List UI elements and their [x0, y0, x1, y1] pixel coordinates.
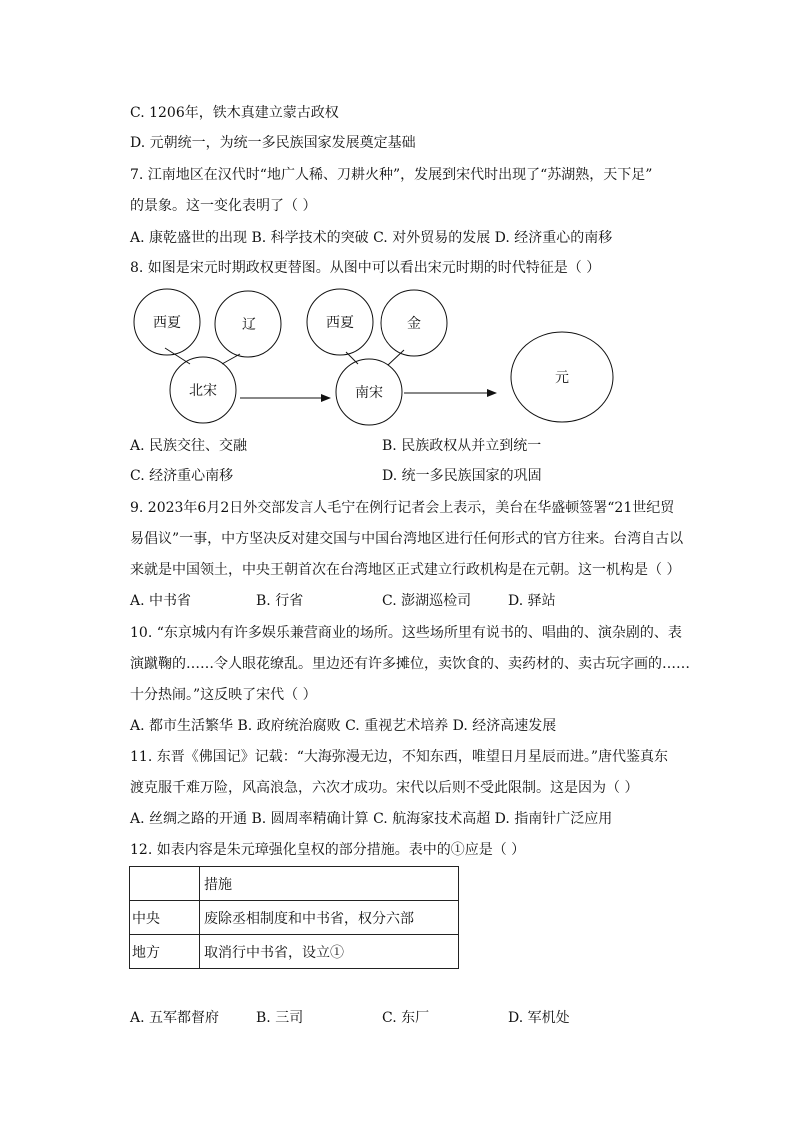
q7-stem-line1: 7. 江南地区在汉代时“地广人稀、刀耕火种”，发展到宋代时出现了“苏湖熟，天下足”	[130, 167, 653, 183]
table-cell: 取消行中书省，设立①	[200, 935, 459, 969]
label-nansong: 南宋	[355, 385, 383, 401]
table-row	[130, 867, 459, 901]
q11-options: A. 丝绸之路的开通 B. 圆周率精确计算 C. 航海家技术高超 D. 指南针广泛应用	[130, 811, 613, 827]
q9-stem-line2: 易倡议”一事，中方坚决反对建交国与中国台湾地区进行任何形式的官方往来。台湾自古以	[130, 531, 684, 547]
q6-option-d: D. 元朝统一，为统一多民族国家发展奠定基础	[130, 135, 416, 151]
connector-jin-nansong	[388, 350, 404, 365]
table-cell: 废除丞相制度和中书省，权分六部	[200, 901, 459, 935]
table-cell: 中央	[130, 901, 200, 935]
q9-option-b: B. 行省	[256, 593, 304, 609]
label-yuan: 元	[555, 370, 569, 386]
q8-option-c: C. 经济重心南移	[130, 468, 234, 484]
q10-stem-line3: 十分热闹。”这反映了宋代（ ）	[130, 687, 317, 703]
table-row	[130, 935, 459, 969]
q12-option-c: C. 东厂	[382, 1010, 430, 1026]
q8-option-a: A. 民族交往、交融	[130, 438, 248, 454]
q11-stem-line1: 11. 东晋《佛国记》记载：“大海弥漫无边，不知东西，唯望日月星辰而进。”唐代鉴真东	[130, 749, 669, 765]
q8-option-d: D. 统一多民族国家的巩固	[382, 468, 542, 484]
q12-measures-table	[129, 866, 459, 969]
q8-option-b: B. 民族政权从并立到统一	[382, 438, 542, 454]
q12-option-b: B. 三司	[256, 1010, 304, 1026]
label-xixia-1: 西夏	[153, 315, 181, 331]
q10-stem-line1: 10. “东京城内有许多娱乐兼营商业的场所。这些场所里有说书的、唱曲的、演杂剧的、表	[130, 625, 682, 641]
label-xixia-2: 西夏	[326, 315, 354, 331]
q9-stem-line3: 来就是中国领土，中央王朝首次在台湾地区正式建立行政机构是在元朝。这一机构是（ ）	[130, 562, 681, 578]
table-row	[130, 901, 459, 935]
q10-stem-line2: 演蹴鞠的……令人眼花缭乱。里边还有许多摊位，卖饮食的、卖药材的、卖古玩字画的……	[130, 656, 690, 672]
label-liao: 辽	[242, 317, 256, 333]
q9-option-a: A. 中书省	[130, 593, 192, 609]
q6-option-c: C. 1206年，铁木真建立蒙古政权	[130, 105, 339, 121]
q11-stem-line2: 渡克服千难万险，风高浪急，六次才成功。宋代以后则不受此限制。这是因为（ ）	[130, 780, 639, 796]
song-yuan-regime-diagram	[0, 280, 794, 430]
q10-options: A. 都市生活繁华 B. 政府统治腐败 C. 重视艺术培养 D. 经济高速发展	[130, 718, 557, 734]
table-header-cell: 措施	[200, 867, 459, 901]
q12-option-d: D. 军机处	[508, 1010, 570, 1026]
q7-options: A. 康乾盛世的出现 B. 科学技术的突破 C. 对外贸易的发展 D. 经济重心的南移	[130, 230, 613, 246]
q12-stem: 12. 如表内容是朱元璋强化皇权的部分措施。表中的①应是（ ）	[130, 842, 526, 858]
table-cell: 地方	[130, 935, 200, 969]
q9-stem-line1: 9. 2023年6月2日外交部发言人毛宁在例行记者会上表示，美台在华盛顿签署“21世纪贸	[130, 500, 675, 516]
q12-option-a: A. 五军都督府	[130, 1010, 220, 1026]
q9-option-c: C. 澎湖巡检司	[382, 593, 472, 609]
table-header-cell	[130, 867, 200, 901]
q8-stem: 8. 如图是宋元时期政权更替图。从图中可以看出宋元时期的时代特征是（ ）	[130, 260, 601, 276]
label-jin: 金	[407, 316, 421, 332]
label-beisong: 北宋	[189, 383, 217, 399]
q9-option-d: D. 驿站	[508, 593, 556, 609]
q7-stem-line2: 的景象。这一变化表明了（ ）	[130, 198, 317, 214]
